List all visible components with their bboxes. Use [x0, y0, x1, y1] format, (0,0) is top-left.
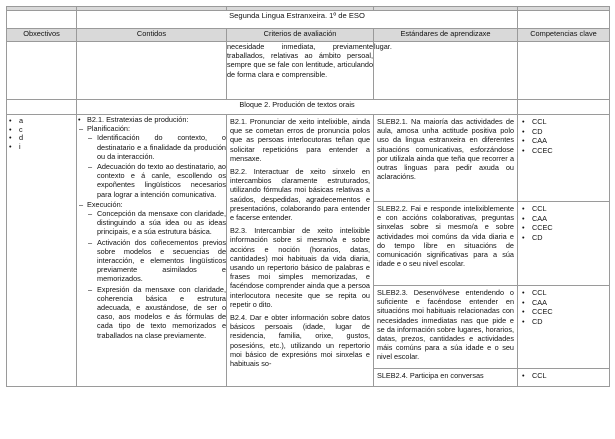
contidos-title: • B2.1. Estratexias de produción:	[77, 115, 226, 124]
competencia-item: • CCEC	[518, 146, 609, 156]
bloque-title: Bloque 2. Produción de textos orais	[77, 100, 518, 115]
contidos-item: – Activación dos coñecementos previos sobre modelos e secuencias de interacción, e elementos lingüísticos previamente asimilados e memorizados.	[77, 238, 226, 284]
contidos-group-list	[77, 133, 226, 198]
competencias-group	[518, 115, 609, 202]
bloque-right-spacer	[518, 100, 610, 115]
header-estandares: Estándares de aprendizaxe	[374, 29, 518, 42]
contidos-cell	[77, 115, 227, 387]
objective-item: • a	[7, 117, 76, 126]
competencia-item: • CCL	[518, 371, 609, 381]
header-competencias: Competencias clave	[518, 29, 610, 42]
estandar-item: SLEB2.1. Na maioría das actividades de aula, amosa unha actitude positiva polo uso da lingua estranxeira en diferentes situacións comunicativas, esforzándose por utilizala ainda que teña que recorrer a outras linguas para pedir axuda ou aclaracións.	[374, 115, 517, 202]
competencia-item: • CCL	[518, 204, 609, 214]
objective-item: • d	[7, 134, 76, 143]
competencias-group	[518, 202, 609, 286]
competencias-cell	[518, 115, 610, 387]
objectives-cell	[7, 115, 77, 387]
estandares-cell	[374, 115, 518, 387]
objectives-list	[7, 117, 76, 151]
competencia-item: • CD	[518, 127, 609, 137]
criterio-item: B2.4. Dar e obter información sobre datos básicos persoais (idade, lugar de residencia, familia, orixe, gustos, posesións, etc.), utilizando un repertorio moi básico de expresións moi sinxelas e habituais so-	[230, 313, 370, 369]
contidos-group-list	[77, 209, 226, 340]
competencia-item: • CAA	[518, 298, 609, 308]
continuation-row	[7, 42, 610, 100]
criterio-item: B2.2. Interactuar de xeito sinxelo en intercambios claramente estruturados, utilizando fórmulas moi básicas relativas a saúdos, despedidas, agradecementos e presentacións, colaborando para entender e facerse entender.	[230, 167, 370, 223]
competencia-item: • CAA	[518, 136, 609, 146]
contidos-item: – Expresión da mensaxe con claridade, coherencia básica e estrutura adecuada, e axustándose, de ser o caso, aos modelos e ás fórmulas de cada tipo de texto memorizados e traballados na clase previamente.	[77, 285, 226, 340]
estandar-item: SLEB2.3. Desenvólvese entendendo o suficiente e facéndose entender en situacións moi habituais relacionadas con necesidades inmediatas nas que pide e se da información sobre lugares, horarios, datas, prezos, cantidades e actividades máis comúns para a súa idade e o seu nivel escolar.	[374, 286, 517, 369]
content-row	[7, 115, 610, 387]
objective-item: • c	[7, 126, 76, 135]
contidos-item: – Identificación do contexto, o destinatario e a finalidade da produción ou da interacción.	[77, 133, 226, 161]
criterio-item: B2.3. Intercambiar de xeito intelixible información sobre si mesmo/a e sobre accións e noción (horarios, datas, cantidades) moi habituais da vida diaria, usando un repertorio básico de palabras e frases moi simples memorizadas, e facéndose comprender ainda que a persoa interlocutora necesite que se repita ou repetir o dito.	[230, 226, 370, 309]
contidos-group-label: – Planificación:	[77, 124, 226, 133]
title-right-spacer	[518, 11, 610, 29]
header-row	[7, 29, 610, 42]
contidos-group-label: – Execución:	[77, 200, 226, 209]
competencia-item: • CCEC	[518, 223, 609, 233]
competencias-group	[518, 286, 609, 369]
title-left-spacer	[7, 11, 77, 29]
competencias-group	[518, 369, 609, 386]
competencia-item: • CCL	[518, 288, 609, 298]
criterios-cell	[227, 115, 374, 387]
estandar-item: SLEB2.4. Participa en conversas	[377, 371, 484, 380]
header-criterios: Criterios de avaliación	[227, 29, 374, 42]
competencia-item: • CCEC	[518, 307, 609, 317]
competencia-item: • CD	[518, 233, 609, 243]
estandar-item: SLEB2.2. Fai e responde intelixiblemente e con accións colaborativas, preguntas sinxelas sobre si mesmo/a e sobre actividades moi comúns da vida diaria e do tempo libre en situacións de comunicación significativas para a súa idade e o seu nivel escolar.	[374, 202, 517, 286]
objective-item: • i	[7, 143, 76, 152]
table-title: Segunda Lingua Estranxeira. 1º de ESO	[77, 11, 518, 29]
continuation-criterios: necesidade inmediata, previamente traballados, relativas ao ámbito persoal, sempre que se fale con lentitude, articulando de forma clara e comprensible.	[227, 42, 374, 100]
criterio-item: B2.1. Pronunciar de xeito intelixible, ainda que se cometan erros de pronuncia polos que as persoas interlocutoras teñan que solicitar repeticións para entender a mensaxe.	[230, 117, 370, 163]
bloque-left-spacer	[7, 100, 77, 115]
header-contidos: Contidos	[77, 29, 227, 42]
curriculum-table	[6, 6, 610, 387]
continuation-estandares: lugar.	[374, 42, 518, 100]
contidos-item: – Adecuación do texto ao destinatario, ao contexto e á canle, escollendo os expoñentes lingüísticos necesarios para lograr a intención comunicativa.	[77, 162, 226, 199]
header-obxectivos: Obxectivos	[7, 29, 77, 42]
competencia-item: • CD	[518, 317, 609, 327]
contidos-item: – Concepción da mensaxe con claridade, distinguindo a súa idea ou as ideas principais, e a súa estrutura básica.	[77, 209, 226, 237]
competencia-item: • CCL	[518, 117, 609, 127]
competencia-item: • CAA	[518, 214, 609, 224]
